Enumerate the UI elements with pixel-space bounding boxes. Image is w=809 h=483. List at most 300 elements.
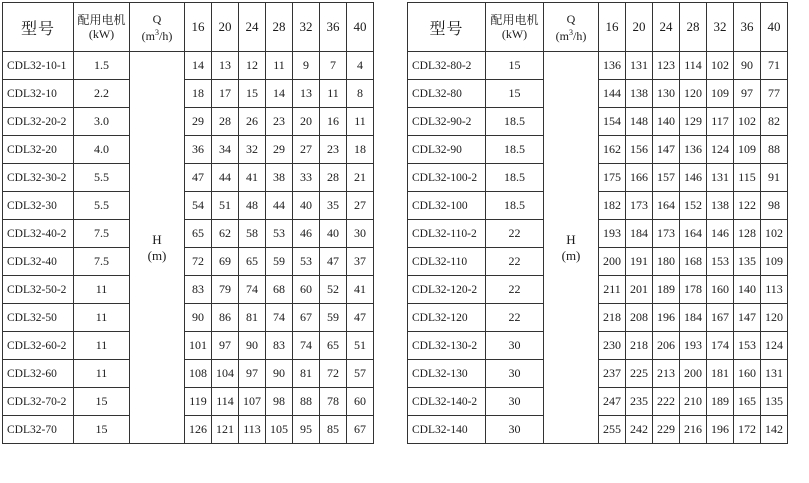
- table-row: [3, 388, 374, 416]
- table-row: [3, 360, 374, 388]
- head-value-cell: 21: [347, 164, 374, 192]
- head-value-cell: 142: [761, 416, 788, 444]
- head-value-cell: 97: [239, 360, 266, 388]
- motor-power-cell: 30: [486, 388, 544, 416]
- head-value-cell: 138: [626, 80, 653, 108]
- model-cell: CDL32-50-2: [3, 276, 74, 304]
- head-value-cell: 181: [707, 360, 734, 388]
- head-value-cell: 47: [347, 304, 374, 332]
- head-value-cell: 13: [293, 80, 320, 108]
- head-value-cell: 60: [347, 388, 374, 416]
- head-value-cell: 174: [707, 332, 734, 360]
- head-value-cell: 35: [320, 192, 347, 220]
- head-value-cell: 196: [653, 304, 680, 332]
- head-value-cell: 229: [653, 416, 680, 444]
- head-value-cell: 108: [185, 360, 212, 388]
- model-cell: CDL32-90-2: [408, 108, 486, 136]
- head-value-cell: 14: [266, 80, 293, 108]
- head-value-cell: 184: [680, 304, 707, 332]
- head-value-cell: 65: [185, 220, 212, 248]
- flow-header-16: 16: [599, 3, 626, 52]
- head-value-cell: 18: [347, 136, 374, 164]
- head-value-cell: 77: [761, 80, 788, 108]
- head-value-cell: 20: [293, 108, 320, 136]
- model-cell: CDL32-120-2: [408, 276, 486, 304]
- motor-power-cell: 7.5: [74, 220, 130, 248]
- motor-power-cell: 18.5: [486, 164, 544, 192]
- head-value-cell: 72: [185, 248, 212, 276]
- head-value-cell: 130: [653, 80, 680, 108]
- head-value-cell: 115: [734, 164, 761, 192]
- flow-header-36: 36: [734, 3, 761, 52]
- flow-header-32: 32: [293, 3, 320, 52]
- table-row: [3, 220, 374, 248]
- head-value-cell: 90: [266, 360, 293, 388]
- head-value-cell: 109: [761, 248, 788, 276]
- head-value-cell: 147: [653, 136, 680, 164]
- head-value-cell: 173: [626, 192, 653, 220]
- head-value-cell: 46: [293, 220, 320, 248]
- model-cell: CDL32-30-2: [3, 164, 74, 192]
- head-value-cell: 88: [761, 136, 788, 164]
- head-value-cell: 7: [320, 52, 347, 80]
- head-label-unit: (m): [147, 247, 167, 263]
- model-cell: CDL32-130: [408, 360, 486, 388]
- head-value-cell: 206: [653, 332, 680, 360]
- model-cell: CDL32-100-2: [408, 164, 486, 192]
- model-cell: CDL32-40-2: [3, 220, 74, 248]
- head-value-cell: 101: [185, 332, 212, 360]
- head-value-cell: 222: [653, 388, 680, 416]
- flow-header-28: 28: [266, 3, 293, 52]
- model-cell: CDL32-110-2: [408, 220, 486, 248]
- header-row: [408, 3, 788, 52]
- head-value-cell: 98: [761, 192, 788, 220]
- head-value-cell: 60: [293, 276, 320, 304]
- motor-power-cell: 11: [74, 304, 130, 332]
- head-value-cell: 65: [239, 248, 266, 276]
- head-value-cell: 85: [320, 416, 347, 444]
- model-cell: CDL32-120: [408, 304, 486, 332]
- motor-header-line2: (kW): [88, 27, 115, 41]
- head-value-cell: 23: [320, 136, 347, 164]
- table-row: [408, 52, 788, 80]
- motor-header: [74, 3, 130, 52]
- motor-power-cell: 11: [74, 360, 130, 388]
- flow-rate-symbol: Q: [152, 11, 162, 26]
- table-row: [3, 332, 374, 360]
- flow-rate-unit: $(m^3/h)$: [141, 27, 173, 43]
- head-value-cell: 160: [707, 276, 734, 304]
- motor-header-line2: (kW): [501, 27, 528, 41]
- table-row: [3, 164, 374, 192]
- head-value-cell: 136: [599, 52, 626, 80]
- head-value-cell: 102: [707, 52, 734, 80]
- head-value-cell: 242: [626, 416, 653, 444]
- head-value-cell: 36: [185, 136, 212, 164]
- model-cell: CDL32-80: [408, 80, 486, 108]
- head-value-cell: 86: [212, 304, 239, 332]
- flow-header-40: 40: [761, 3, 788, 52]
- head-value-cell: 90: [734, 52, 761, 80]
- head-value-cell: 9: [293, 52, 320, 80]
- head-value-cell: 225: [626, 360, 653, 388]
- left-performance-table: [2, 2, 374, 444]
- head-value-cell: 131: [626, 52, 653, 80]
- head-value-cell: 40: [293, 192, 320, 220]
- head-value-cell: 131: [761, 360, 788, 388]
- head-value-cell: 230: [599, 332, 626, 360]
- head-value-cell: 235: [626, 388, 653, 416]
- head-value-cell: 53: [266, 220, 293, 248]
- head-value-cell: 51: [347, 332, 374, 360]
- motor-header-line1: 配用电机: [77, 13, 126, 27]
- head-value-cell: 122: [734, 192, 761, 220]
- head-value-cell: 123: [653, 52, 680, 80]
- head-value-cell: 34: [212, 136, 239, 164]
- head-value-cell: 213: [653, 360, 680, 388]
- motor-power-cell: 11: [74, 332, 130, 360]
- flow-header-16: 16: [185, 3, 212, 52]
- head-value-cell: 172: [734, 416, 761, 444]
- head-value-cell: 107: [239, 388, 266, 416]
- head-value-cell: 11: [347, 108, 374, 136]
- head-value-cell: 48: [239, 192, 266, 220]
- head-value-cell: 83: [185, 276, 212, 304]
- motor-power-cell: 22: [486, 248, 544, 276]
- head-value-cell: 38: [266, 164, 293, 192]
- head-value-cell: 18: [185, 80, 212, 108]
- head-value-cell: 12: [239, 52, 266, 80]
- head-value-cell: 255: [599, 416, 626, 444]
- head-value-cell: 114: [212, 388, 239, 416]
- head-value-cell: 11: [320, 80, 347, 108]
- flow-rate-header: [130, 3, 185, 52]
- head-value-cell: 82: [761, 108, 788, 136]
- head-value-cell: 146: [707, 220, 734, 248]
- motor-power-cell: 22: [486, 220, 544, 248]
- model-header: 型号: [3, 3, 74, 52]
- head-value-cell: 193: [599, 220, 626, 248]
- head-value-cell: 67: [347, 416, 374, 444]
- head-value-cell: 124: [707, 136, 734, 164]
- motor-power-cell: 4.0: [74, 136, 130, 164]
- head-value-cell: 95: [293, 416, 320, 444]
- head-value-cell: 208: [626, 304, 653, 332]
- head-value-cell: 162: [599, 136, 626, 164]
- motor-power-cell: 15: [486, 80, 544, 108]
- head-value-cell: 11: [266, 52, 293, 80]
- model-cell: CDL32-10: [3, 80, 74, 108]
- head-value-cell: 32: [239, 136, 266, 164]
- motor-power-cell: 3.0: [74, 108, 130, 136]
- head-value-cell: 148: [626, 108, 653, 136]
- motor-power-cell: 22: [486, 276, 544, 304]
- head-value-cell: 30: [347, 220, 374, 248]
- head-value-cell: 164: [680, 220, 707, 248]
- head-value-cell: 201: [626, 276, 653, 304]
- head-value-cell: 17: [212, 80, 239, 108]
- head-value-cell: 59: [266, 248, 293, 276]
- head-value-cell: 72: [320, 360, 347, 388]
- head-value-cell: 37: [347, 248, 374, 276]
- head-value-cell: 167: [707, 304, 734, 332]
- head-value-cell: 97: [212, 332, 239, 360]
- head-value-cell: 97: [734, 80, 761, 108]
- motor-header-line1: 配用电机: [490, 13, 539, 27]
- head-value-cell: 29: [185, 108, 212, 136]
- head-value-cell: 88: [293, 388, 320, 416]
- head-value-cell: 113: [239, 416, 266, 444]
- head-value-cell: 79: [212, 276, 239, 304]
- model-cell: CDL32-40: [3, 248, 74, 276]
- head-value-cell: 8: [347, 80, 374, 108]
- head-value-cell: 44: [266, 192, 293, 220]
- head-value-cell: 57: [347, 360, 374, 388]
- head-value-cell: 98: [266, 388, 293, 416]
- head-value-cell: 102: [734, 108, 761, 136]
- head-value-cell: 168: [680, 248, 707, 276]
- head-value-cell: 156: [626, 136, 653, 164]
- head-value-cell: 102: [761, 220, 788, 248]
- head-value-cell: 69: [212, 248, 239, 276]
- head-value-cell: 33: [293, 164, 320, 192]
- head-value-cell: 131: [707, 164, 734, 192]
- flow-rate-unit: $(m^3/h)$: [555, 27, 587, 43]
- flow-header-24: 24: [239, 3, 266, 52]
- head-value-cell: 196: [707, 416, 734, 444]
- head-value-cell: 54: [185, 192, 212, 220]
- head-value-cell: 74: [293, 332, 320, 360]
- model-cell: CDL32-10-1: [3, 52, 74, 80]
- flow-header-20: 20: [212, 3, 239, 52]
- head-value-cell: 16: [320, 108, 347, 136]
- flow-rate-header: [544, 3, 599, 52]
- head-label-symbol: H: [152, 231, 162, 247]
- head-value-cell: 90: [239, 332, 266, 360]
- motor-power-cell: 2.2: [74, 80, 130, 108]
- head-value-cell: 4: [347, 52, 374, 80]
- head-value-cell: 91: [761, 164, 788, 192]
- head-value-cell: 247: [599, 388, 626, 416]
- model-cell: CDL32-60: [3, 360, 74, 388]
- table-row: [3, 304, 374, 332]
- head-value-cell: 135: [761, 388, 788, 416]
- head-value-cell: 200: [599, 248, 626, 276]
- head-value-cell: 154: [599, 108, 626, 136]
- head-value-cell: 153: [734, 332, 761, 360]
- table-row: [3, 192, 374, 220]
- head-value-cell: 117: [707, 108, 734, 136]
- head-value-cell: 129: [680, 108, 707, 136]
- motor-power-cell: 11: [74, 276, 130, 304]
- head-value-cell: 83: [266, 332, 293, 360]
- head-value-cell: 152: [680, 192, 707, 220]
- head-value-cell: 147: [734, 304, 761, 332]
- head-value-cell: 191: [626, 248, 653, 276]
- head-value-cell: 165: [734, 388, 761, 416]
- head-value-cell: 90: [185, 304, 212, 332]
- head-value-cell: 47: [185, 164, 212, 192]
- head-value-cell: 144: [599, 80, 626, 108]
- model-header: 型号: [408, 3, 486, 52]
- model-cell: CDL32-70: [3, 416, 74, 444]
- model-cell: CDL32-70-2: [3, 388, 74, 416]
- motor-power-cell: 15: [74, 416, 130, 444]
- head-value-cell: 109: [707, 80, 734, 108]
- head-value-cell: 74: [239, 276, 266, 304]
- head-value-cell: 27: [293, 136, 320, 164]
- model-cell: CDL32-30: [3, 192, 74, 220]
- motor-power-cell: 30: [486, 360, 544, 388]
- table-row: [3, 248, 374, 276]
- head-value-cell: 157: [653, 164, 680, 192]
- head-value-cell: 81: [239, 304, 266, 332]
- head-value-cell: 13: [212, 52, 239, 80]
- head-value-cell: 109: [734, 136, 761, 164]
- head-value-cell: 140: [734, 276, 761, 304]
- head-value-cell: 200: [680, 360, 707, 388]
- head-value-cell: 59: [320, 304, 347, 332]
- head-value-cell: 189: [653, 276, 680, 304]
- model-cell: CDL32-50: [3, 304, 74, 332]
- head-value-cell: 218: [626, 332, 653, 360]
- motor-power-cell: 18.5: [486, 108, 544, 136]
- model-cell: CDL32-140: [408, 416, 486, 444]
- head-value-cell: 173: [653, 220, 680, 248]
- model-cell: CDL32-80-2: [408, 52, 486, 80]
- head-value-cell: 178: [680, 276, 707, 304]
- motor-power-cell: 15: [74, 388, 130, 416]
- head-value-cell: 140: [653, 108, 680, 136]
- head-label-symbol: H: [566, 231, 576, 247]
- head-value-cell: 28: [212, 108, 239, 136]
- head-value-cell: 126: [185, 416, 212, 444]
- motor-header: [486, 3, 544, 52]
- head-value-cell: 41: [239, 164, 266, 192]
- head-value-cell: 114: [680, 52, 707, 80]
- flow-header-40: 40: [347, 3, 374, 52]
- motor-power-cell: 18.5: [486, 192, 544, 220]
- head-value-cell: 120: [761, 304, 788, 332]
- head-value-cell: 138: [707, 192, 734, 220]
- head-value-cell: 58: [239, 220, 266, 248]
- head-value-cell: 44: [212, 164, 239, 192]
- head-value-cell: 136: [680, 136, 707, 164]
- head-label-unit: (m): [561, 247, 581, 263]
- model-cell: CDL32-110: [408, 248, 486, 276]
- flow-rate-symbol: Q: [566, 11, 576, 26]
- head-value-cell: 29: [266, 136, 293, 164]
- header-row: [3, 3, 374, 52]
- head-label-cell: [130, 52, 185, 444]
- head-value-cell: 113: [761, 276, 788, 304]
- table-row: [3, 52, 374, 80]
- head-value-cell: 175: [599, 164, 626, 192]
- head-value-cell: 51: [212, 192, 239, 220]
- head-value-cell: 189: [707, 388, 734, 416]
- table-row: [3, 276, 374, 304]
- head-value-cell: 23: [266, 108, 293, 136]
- head-value-cell: 47: [320, 248, 347, 276]
- head-value-cell: 128: [734, 220, 761, 248]
- table-row: [3, 416, 374, 444]
- head-value-cell: 81: [293, 360, 320, 388]
- motor-power-cell: 18.5: [486, 136, 544, 164]
- model-cell: CDL32-100: [408, 192, 486, 220]
- head-value-cell: 166: [626, 164, 653, 192]
- head-value-cell: 119: [185, 388, 212, 416]
- head-value-cell: 182: [599, 192, 626, 220]
- model-cell: CDL32-60-2: [3, 332, 74, 360]
- head-value-cell: 153: [707, 248, 734, 276]
- head-value-cell: 193: [680, 332, 707, 360]
- right-table-body: [408, 52, 788, 444]
- motor-power-cell: 5.5: [74, 164, 130, 192]
- head-value-cell: 184: [626, 220, 653, 248]
- head-value-cell: 120: [680, 80, 707, 108]
- motor-power-cell: 22: [486, 304, 544, 332]
- head-value-cell: 180: [653, 248, 680, 276]
- head-value-cell: 65: [320, 332, 347, 360]
- head-value-cell: 71: [761, 52, 788, 80]
- motor-power-cell: 7.5: [74, 248, 130, 276]
- head-value-cell: 104: [212, 360, 239, 388]
- table-row: [3, 136, 374, 164]
- model-cell: CDL32-130-2: [408, 332, 486, 360]
- head-value-cell: 62: [212, 220, 239, 248]
- head-value-cell: 52: [320, 276, 347, 304]
- flow-header-20: 20: [626, 3, 653, 52]
- head-value-cell: 216: [680, 416, 707, 444]
- head-value-cell: 27: [347, 192, 374, 220]
- head-value-cell: 164: [653, 192, 680, 220]
- head-value-cell: 78: [320, 388, 347, 416]
- head-value-cell: 53: [293, 248, 320, 276]
- head-value-cell: 41: [347, 276, 374, 304]
- motor-power-cell: 5.5: [74, 192, 130, 220]
- head-value-cell: 121: [212, 416, 239, 444]
- head-value-cell: 146: [680, 164, 707, 192]
- head-value-cell: 68: [266, 276, 293, 304]
- head-value-cell: 26: [239, 108, 266, 136]
- head-value-cell: 237: [599, 360, 626, 388]
- table-row: [3, 80, 374, 108]
- flow-header-32: 32: [707, 3, 734, 52]
- model-cell: CDL32-140-2: [408, 388, 486, 416]
- head-label-cell: [544, 52, 599, 444]
- table-row: [3, 108, 374, 136]
- head-value-cell: 218: [599, 304, 626, 332]
- model-cell: CDL32-90: [408, 136, 486, 164]
- flow-header-28: 28: [680, 3, 707, 52]
- model-cell: CDL32-20: [3, 136, 74, 164]
- motor-power-cell: 1.5: [74, 52, 130, 80]
- head-value-cell: 210: [680, 388, 707, 416]
- motor-power-cell: 30: [486, 332, 544, 360]
- head-value-cell: 74: [266, 304, 293, 332]
- motor-power-cell: 30: [486, 416, 544, 444]
- head-value-cell: 135: [734, 248, 761, 276]
- head-value-cell: 160: [734, 360, 761, 388]
- right-performance-table: [407, 2, 788, 444]
- head-value-cell: 28: [320, 164, 347, 192]
- head-value-cell: 15: [239, 80, 266, 108]
- head-value-cell: 211: [599, 276, 626, 304]
- motor-power-cell: 15: [486, 52, 544, 80]
- head-value-cell: 40: [320, 220, 347, 248]
- left-table-body: [3, 52, 374, 444]
